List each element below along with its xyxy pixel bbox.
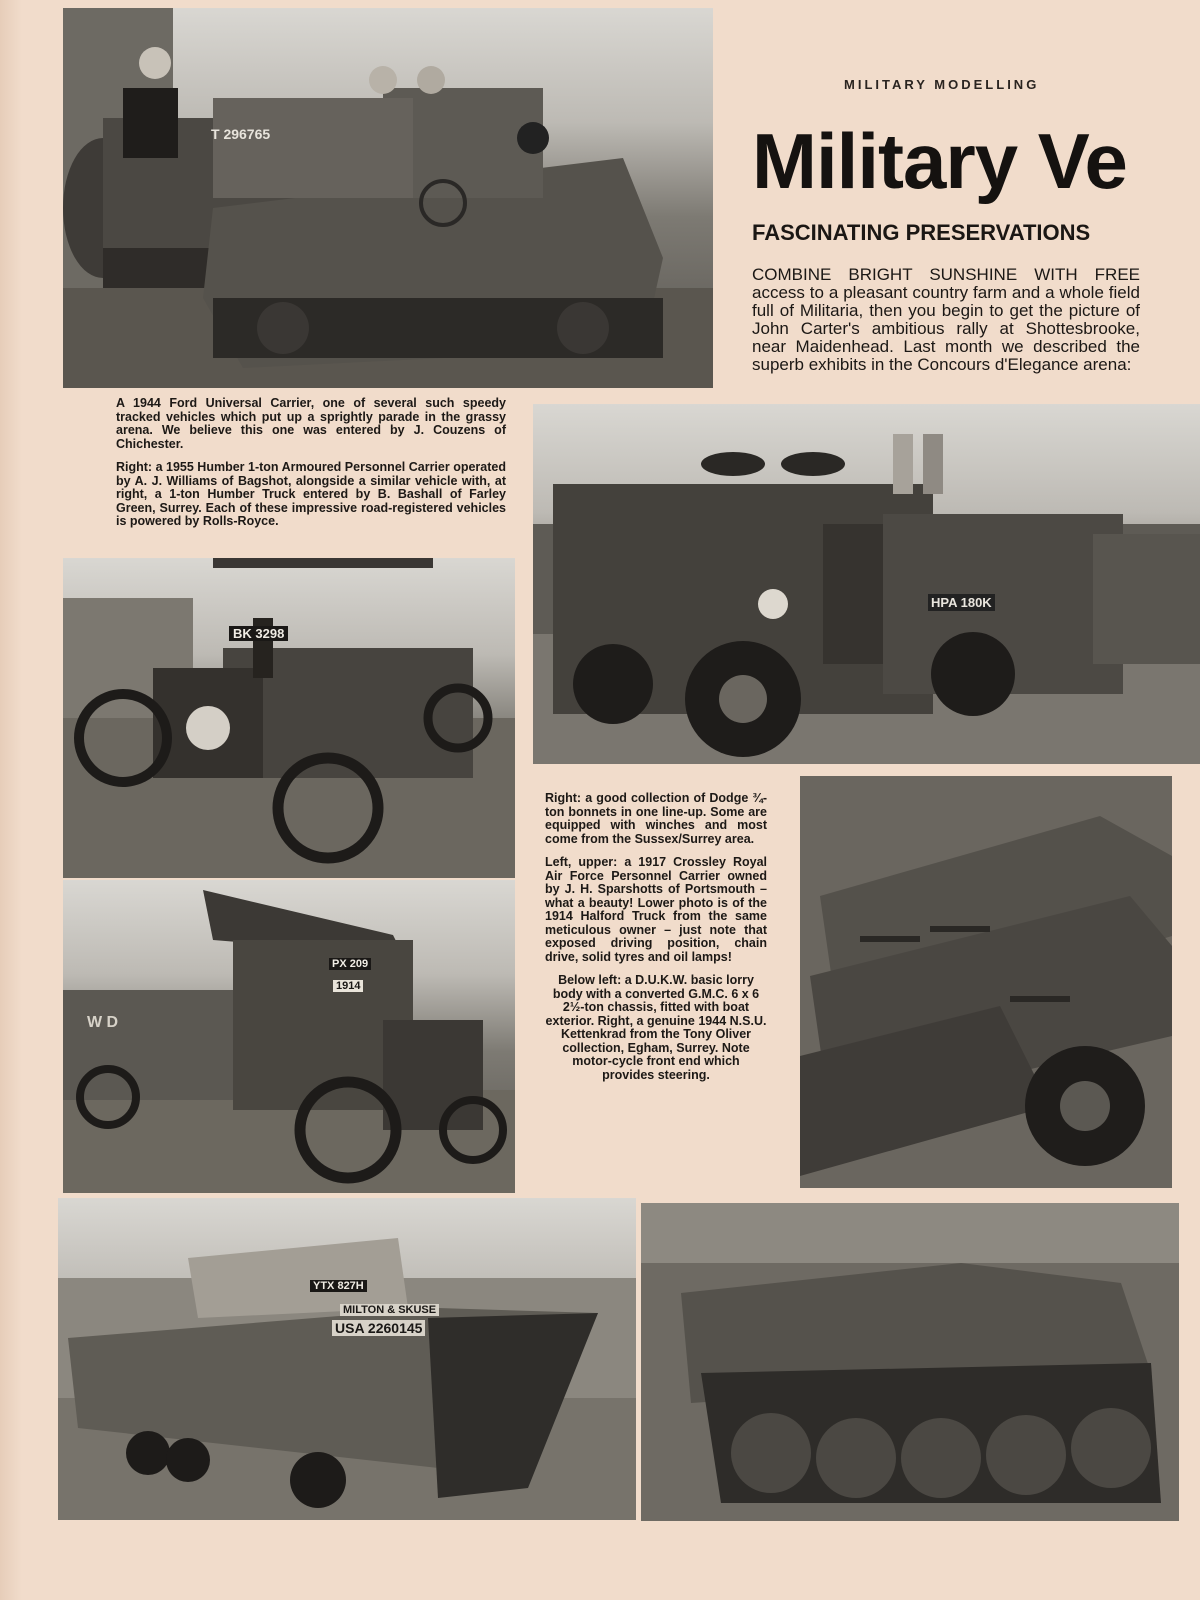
page-spine	[0, 0, 22, 1600]
crossley-registration: BK 3298	[229, 626, 288, 641]
photo-universal-carrier	[63, 8, 713, 388]
caption-humber-apc: Right: a 1955 Humber 1-ton Armoured Personnel Carrier operated by A. J. Williams of Bagshot, alongside a similar vehicle with, at right, a 1-ton Humber Truck entered by B. Bashall of Farley Green, Surrey. Each of these impressive road-registered vehicles is powered by Rolls-Royce.	[116, 460, 506, 528]
caption-block-upper	[116, 397, 506, 539]
photo-dukw	[58, 1198, 636, 1520]
photo-crossley-carrier	[63, 558, 515, 878]
headline: Military Ve	[752, 117, 1127, 205]
masthead: MILITARY MODELLING	[844, 77, 1040, 92]
photo-halford-truck	[63, 880, 515, 1193]
humber-registration: HPA 180K	[928, 594, 995, 611]
caption-dodge-lineup: Right: a good collection of Dodge ¾-ton bonnets in one line-up. Some are equipped with winches and most come from the Sussex/Surrey area.	[545, 791, 767, 846]
photo-kettenkrad	[641, 1203, 1179, 1521]
subheadline: FASCINATING PRESERVATIONS	[752, 220, 1091, 245]
photo-humber-apc	[533, 404, 1200, 764]
caption-crossley-halford: Left, upper: a 1917 Crossley Royal Air Force Personnel Carrier owned by J. H. Sparshotts of Portsmouth – what a beauty! Lower photo is of the 1914 Halford Truck from the same meticulous owner – just note that exposed driving position, chain drive, solid tyres and oil lamps!	[545, 855, 767, 964]
dukw-registration: YTX 827H	[310, 1280, 367, 1292]
caption-block-middle	[545, 792, 767, 1092]
halford-registration: PX 209	[329, 958, 371, 970]
dukw-name-marking: MILTON & SKUSE	[340, 1304, 439, 1316]
intro-paragraph: COMBINE BRIGHT SUNSHINE WITH FREE access to a pleasant country farm and a whole field full of Militaria, then you begin to get the picture of John Carter's ambitious rally at Shottesbrooke, near Maidenhead. Last month we described the superb exhibits in the Concours d'Elegance arena:	[752, 265, 1140, 374]
carrier-registration: T 296765	[211, 126, 271, 142]
halford-side-marking: W D	[87, 1014, 119, 1031]
caption-dukw-kettenkrad: Below left: a D.U.K.W. basic lorry body with a converted G.M.C. 6 x 6 2½-ton chassis, fitted with boat exterior. Right, a genuine 1944 N.S.U. Kettenkrad from the Tony Oliver collection, Egham, Surrey. Note motor-cycle front end which provides steering.	[545, 973, 767, 1082]
dukw-number-marking: USA 2260145	[332, 1320, 425, 1336]
caption-universal-carrier: A 1944 Ford Universal Carrier, one of several such speedy tracked vehicles which put up a sprightly parade in the grassy arena. We believe this one was entered by J. Couzens of Chichester.	[116, 396, 506, 451]
photo-dodge-lineup	[800, 776, 1172, 1188]
halford-year-plate: 1914	[333, 980, 363, 992]
